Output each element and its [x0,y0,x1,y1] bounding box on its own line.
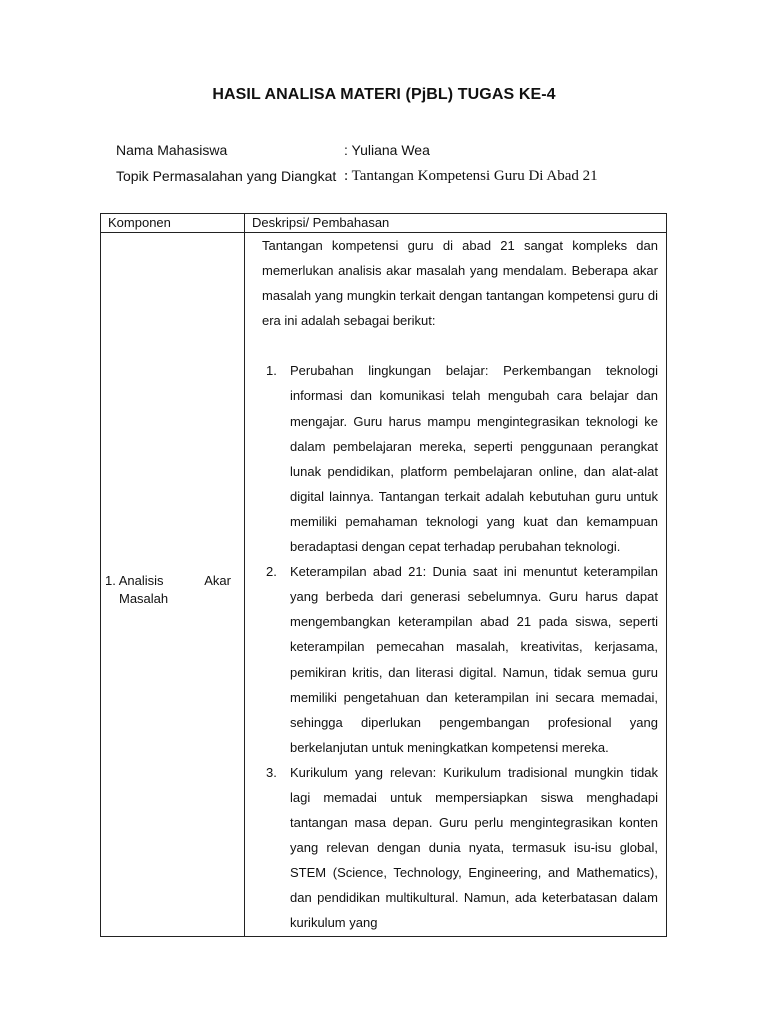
list-number: 1. [266,363,277,379]
table-header-row [101,214,667,233]
list-text: Kurikulum yang relevan: Kurikulum tradisional mungkin tidak lagi memadai untuk mempersiapkan siswa menghadapi tantangan masa depan. Guru perlu mengintegrasikan konten yang relevan dengan dunia nyata, termasuk isu-isu global, STEM (Science, Technology, Engineering, and Mathematics), dan pendidikan multikultural. Namun, ada keterbatasan dalam kurikulum yang [290,764,658,931]
root-cause-list [262,358,658,935]
description-cell [245,233,667,937]
list-number: 2. [266,564,277,580]
list-text: Perubahan lingkungan belajar: Perkembangan teknologi informasi dan komunikasi telah mengubah cara belajar dan mengajar. Guru harus mampu mengintegrasikan teknologi ke dalam pembelajaran mereka, seperti penggunaan perangkat lunak pendidikan, platform pembelajaran online, dan alat-alat digital lainnya. Tantangan terkait adalah kebutuhan guru untuk memiliki pemahaman teknologi yang kuat dan kemampuan beradaptasi dengan cepat terhadap perubahan teknologi. [290,363,658,555]
list-item [262,559,658,760]
component-cell [101,233,245,937]
list-item [262,358,658,559]
topic-label: Topik Permasalahan yang Diangkat [116,168,337,184]
component-number: 1. Analisis [105,573,164,588]
topic-value: : Tantangan Kompetensi Guru Di Abad 21 [344,168,598,184]
list-number: 3. [266,764,277,780]
component-line2: Masalah [119,591,169,606]
student-name-value: : Yuliana Wea [344,142,430,158]
student-name-label: Nama Mahasiswa [116,142,228,158]
intro-paragraph: Tantangan kompetensi guru di abad 21 sangat kompleks dan memerlukan analisis akar masalah yang mendalam. Beberapa akar masalah yang mungkin terkait dengan tantangan kompetensi guru di era ini adalah sebagai berikut: [262,238,658,329]
component-word2: Akar [204,573,231,588]
list-item [262,760,658,936]
header-deskripsi: Deskripsi/ Pembahasan [245,214,667,233]
analysis-table [100,213,667,937]
header-komponen: Komponen [101,214,245,233]
table-row [101,233,667,937]
document-title: HASIL ANALISA MATERI (PjBL) TUGAS KE-4 [212,86,556,103]
component-label [105,572,231,608]
list-text: Keterampilan abad 21: Dunia saat ini menuntut keterampilan yang berbeda dari generasi sebelumnya. Guru harus dapat mengembangkan keterampilan abad 21 pada siswa, seperti keterampilan pemecahan masalah, kreativitas, kerjasama, pemikiran kritis, dan literasi digital. Namun, tidak semua guru memiliki pengetahuan dan keterampilan ini secara memadai, sehingga diperlukan pengembangan profesional yang berkelanjutan untuk meningkatkan kompetensi mereka. [290,564,658,755]
